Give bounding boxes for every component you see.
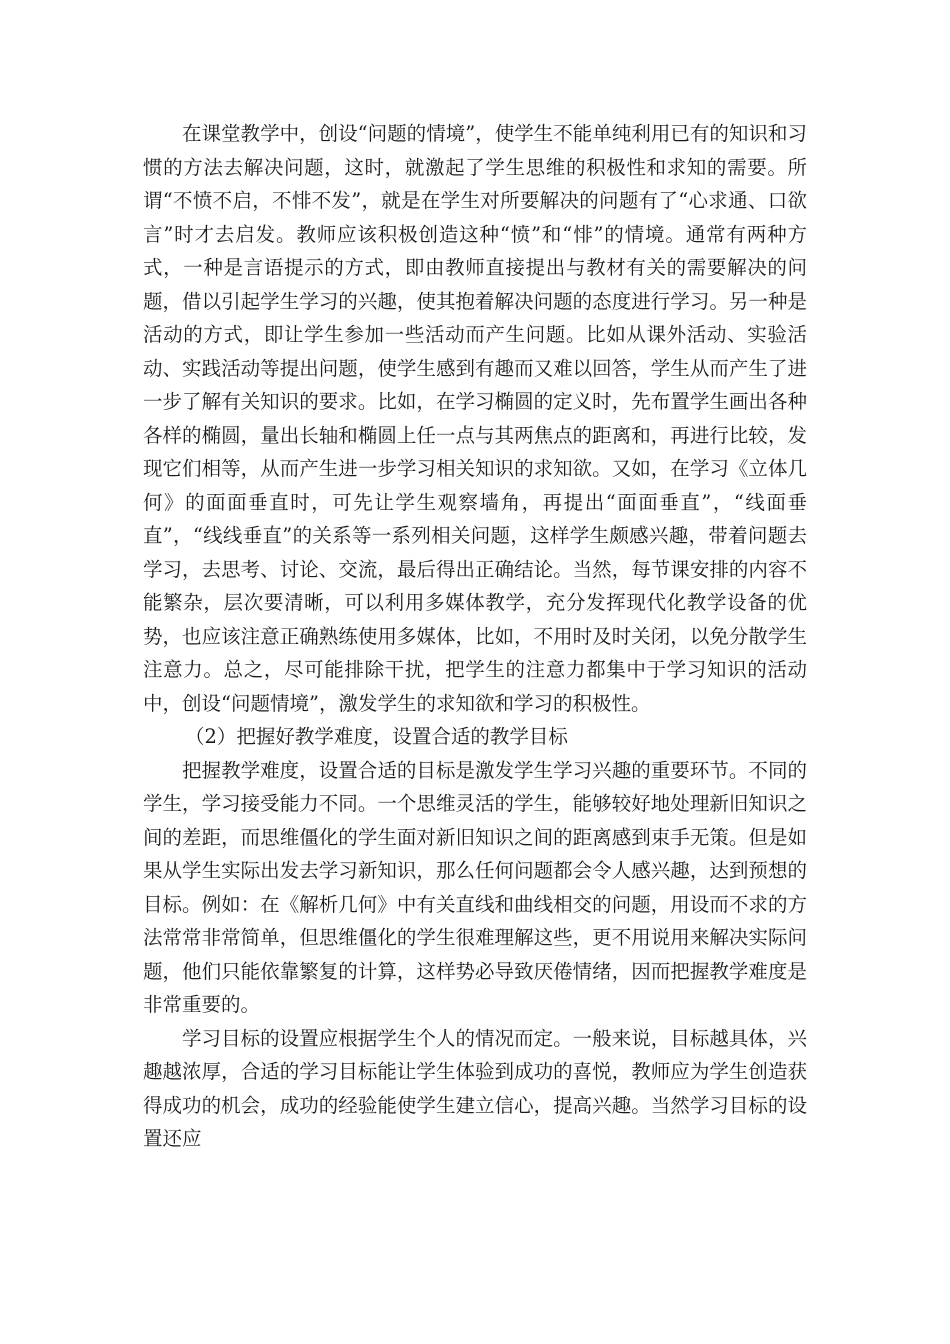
- paragraph-problem-situation: 在课堂教学中，创设“问题的情境”，使学生不能单纯利用已有的知识和习惯的方法去解决问题，这时，就激起了学生思维的积极性和求知的需要。所谓“不愤不启，不悱不发”，就是在学生对所要解决的问题有了“心求通、口欲言”时才去启发。教师应该积极创造这种“愤”和“悱”的情境。通常有两种方式，一种是言语提示的方式，即由教师直接提出与教材有关的需要解决的问题，借以引起学生学习的兴趣，使其抱着解决问题的态度进行学习。另一种是活动的方式，即让学生参加一些活动而产生问题。比如从课外活动、实验活动、实践活动等提出问题，使学生感到有趣而又难以回答，学生从而产生了进一步了解有关知识的要求。比如，在学习椭圆的定义时，先布置学生画出各种各样的椭圆，量出长轴和椭圆上任一点与其两焦点的距离和，再进行比较，发现它们相等，从而产生进一步学习相关知识的求知欲。又如，在学习《立体几何》的面面垂直时，可先让学生观察墙角，再提出“面面垂直”，“线面垂直”，“线线垂直”的关系等一系列相关问题，这样学生颇感兴趣，带着问题去学习，去思考、讨论、交流，最后得出正确结论。当然，每节课安排的内容不能繁杂，层次要清晰，可以利用多媒体教学，充分发挥现代化教学设备的优势，也应该注意正确熟练使用多媒体，比如，不用时及时关闭，以免分散学生注意力。总之，尽可能排除干扰，把学生的注意力都集中于学习知识的活动中，创设“问题情境”，激发学生的求知欲和学习的积极性。: [143, 122, 807, 715]
- paragraph-learning-goals: 学习目标的设置应根据学生个人的情况而定。一般来说，目标越具体，兴趣越浓厚，合适的学习目标能让学生体验到成功的喜悦，教师应为学生创造获得成功的机会，成功的经验能使学生建立信心，提高兴趣。当然学习目标的设置还应: [143, 1026, 807, 1150]
- paragraph-teaching-difficulty: 把握教学难度，设置合适的目标是激发学生学习兴趣的重要环节。不同的学生，学习接受能力不同。一个思维灵活的学生，能够较好地处理新旧知识之间的差距，而思维僵化的学生面对新旧知识之间的距离感到束手无策。但是如果从学生实际出发去学习新知识，那么任何问题都会令人感兴趣，达到预想的目标。例如：在《解析几何》中有关直线和曲线相交的问题，用设而不求的方法常常非常简单，但思维僵化的学生很难理解这些，更不用说用来解决实际问题，他们只能依靠繁复的计算，这样势必导致厌倦情绪，因而把握教学难度是非常重要的。: [143, 758, 807, 1016]
- document-body: [143, 117, 807, 1156]
- section-heading: （2）把握好教学难度，设置合适的教学目标: [185, 725, 568, 748]
